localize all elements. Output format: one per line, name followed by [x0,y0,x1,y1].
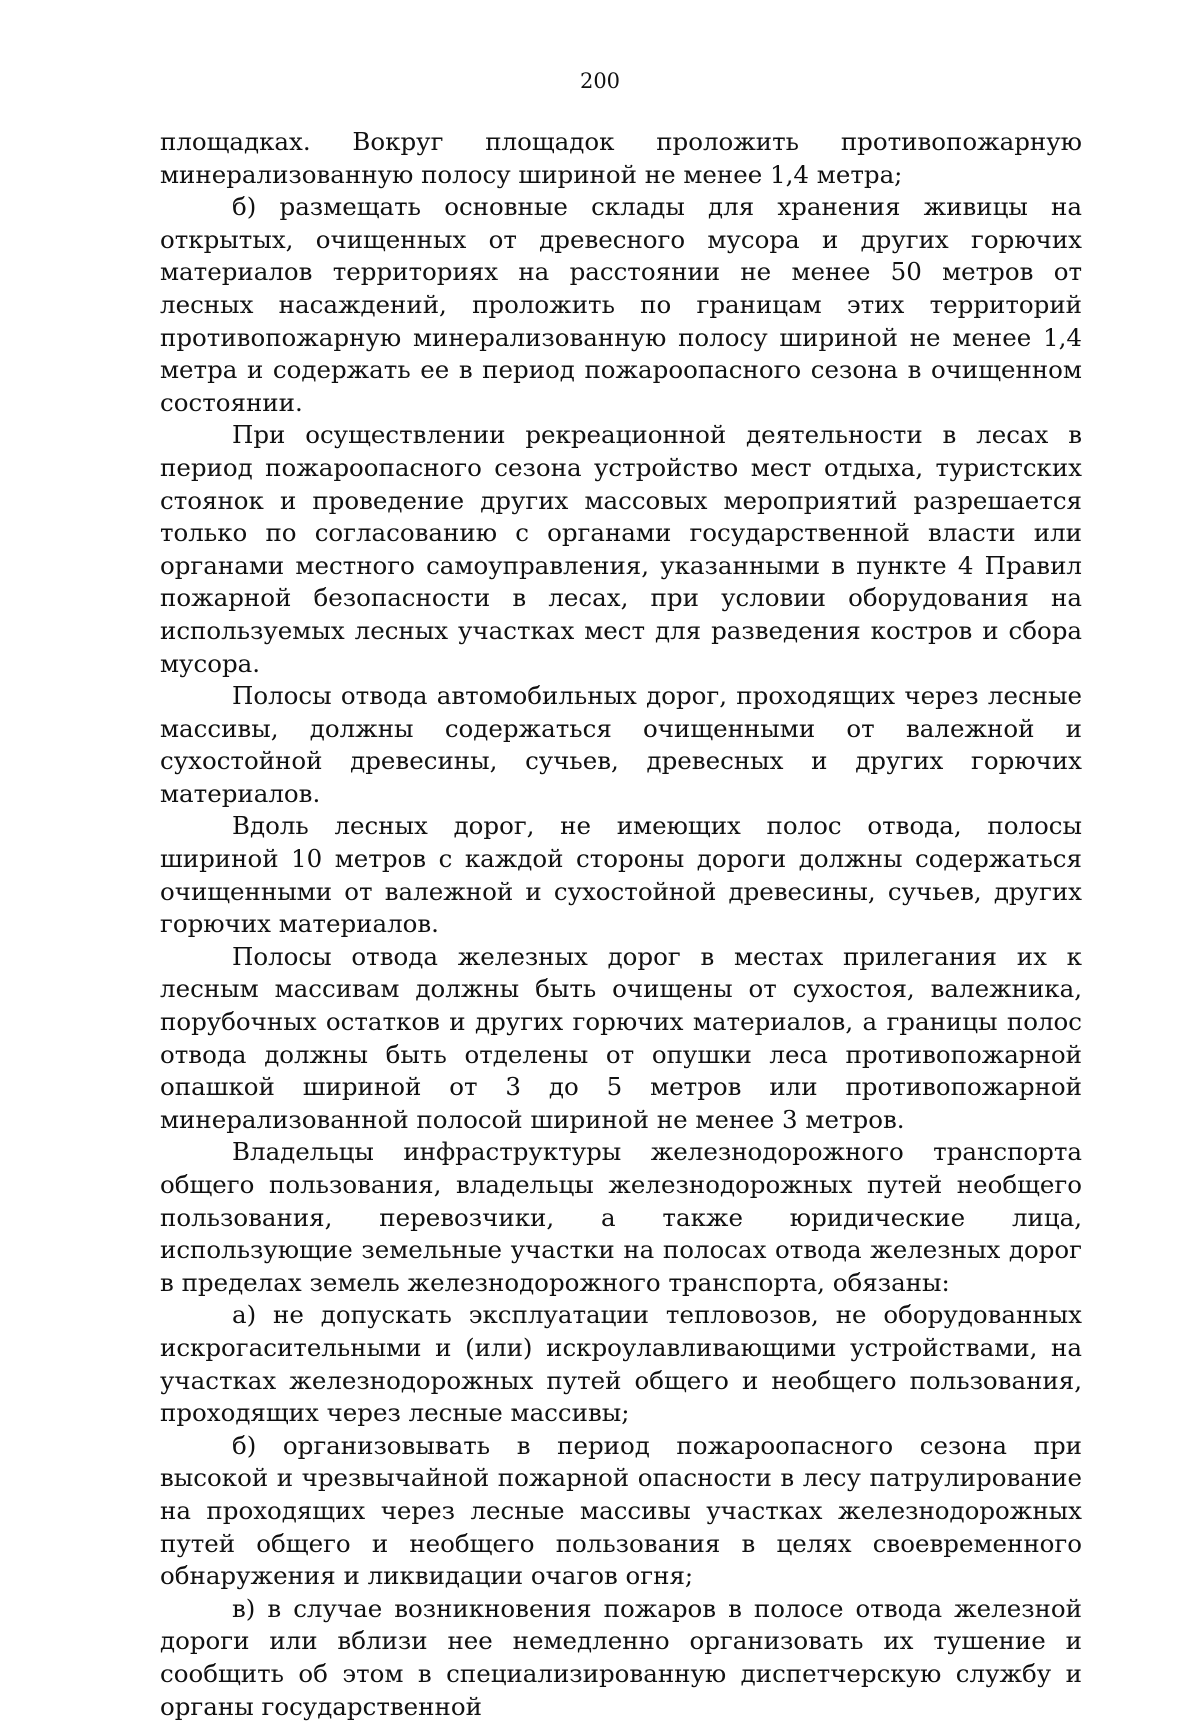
paragraph-forest-roads: Вдоль лесных дорог, не имеющих полос отвода, полосы шириной 10 метров с каждой стороны дороги должны содержаться очищенными от валежной и сухостойной древесины, сучьев, других горючих материалов. [160,811,1082,939]
list-item-b-patrolling: б) организовывать в период пожароопасного сезона при высокой и чрезвычайной пожарной опасности в лесу патрулирование на проходящих через лесные массивы участках железнодорожных путей общего и необщего пользования в целях своевременного обнаружения и ликвидации очагов огня; [160,1430,1082,1591]
page-number: 200 [579,69,621,93]
paragraph-railway-strips: Полосы отвода железных дорог в местах прилегания их к лесным массивам должны быть очищены от сухостоя, валежника, порубочных остатков и других горючих материалов, а границы полос отвода должны быть отделены от опушки леса противопожарной опашкой шириной от 3 до 5 метров или противопожарной минерализованной полосой шириной не менее 3 метров. [160,941,1082,1134]
list-item-v-fire-response: в) в случае возникновения пожаров в полосе отвода железной дороги или вблизи нее немедленно организовать их тушение и сообщить об этом в специализированную диспетчерскую службу и органы государственной [160,1593,1082,1721]
paragraph-recreation: При осуществлении рекреационной деятельности в лесах в период пожароопасного сезона устройство мест отдыха, туристских стоянок и проведение других массовых мероприятий разрешается только по согласованию с органами государственной власти или органами местного самоуправления, указанными в пункте 4 Правил пожарной безопасности в лесах, при условии оборудования на используемых лесных участках мест для разведения костров и сбора мусора. [160,420,1082,678]
paragraph-continuation: площадках. Вокруг площадок проложить противопожарную минерализованную полосу шириной не менее 1,4 метра; [160,127,1082,189]
list-item-b-resin-storage: б) размещать основные склады для хранения живицы на открытых, очищенных от древесного мусора и других горючих материалов территориях на расстоянии не менее 50 метров от лесных насаждений, проложить по границам этих территорий противопожарную минерализованную полосу шириной не менее 1,4 метра и содержать ее в период пожароопасного сезона в очищенном состоянии. [160,192,1082,417]
document-body [160,126,1082,1723]
paragraph-road-strips: Полосы отвода автомобильных дорог, проходящих через лесные массивы, должны содержаться очищенными от валежной и сухостойной древесины, сучьев, древесных и других горючих материалов. [160,681,1082,808]
paragraph-railway-owners: Владельцы инфраструктуры железнодорожного транспорта общего пользования, владельцы железнодорожных путей необщего пользования, перевозчики, а также юридические лица, использующие земельные участки на полосах отвода железных дорог в пределах земель железнодорожного транспорта, обязаны: [160,1137,1082,1297]
list-item-a-locomotives: а) не допускать эксплуатации тепловозов, не оборудованных искрогасительными и (или) искроулавливающими устройствами, на участках железнодорожных путей общего и необщего пользования, проходящих через лесные массивы; [160,1300,1082,1428]
